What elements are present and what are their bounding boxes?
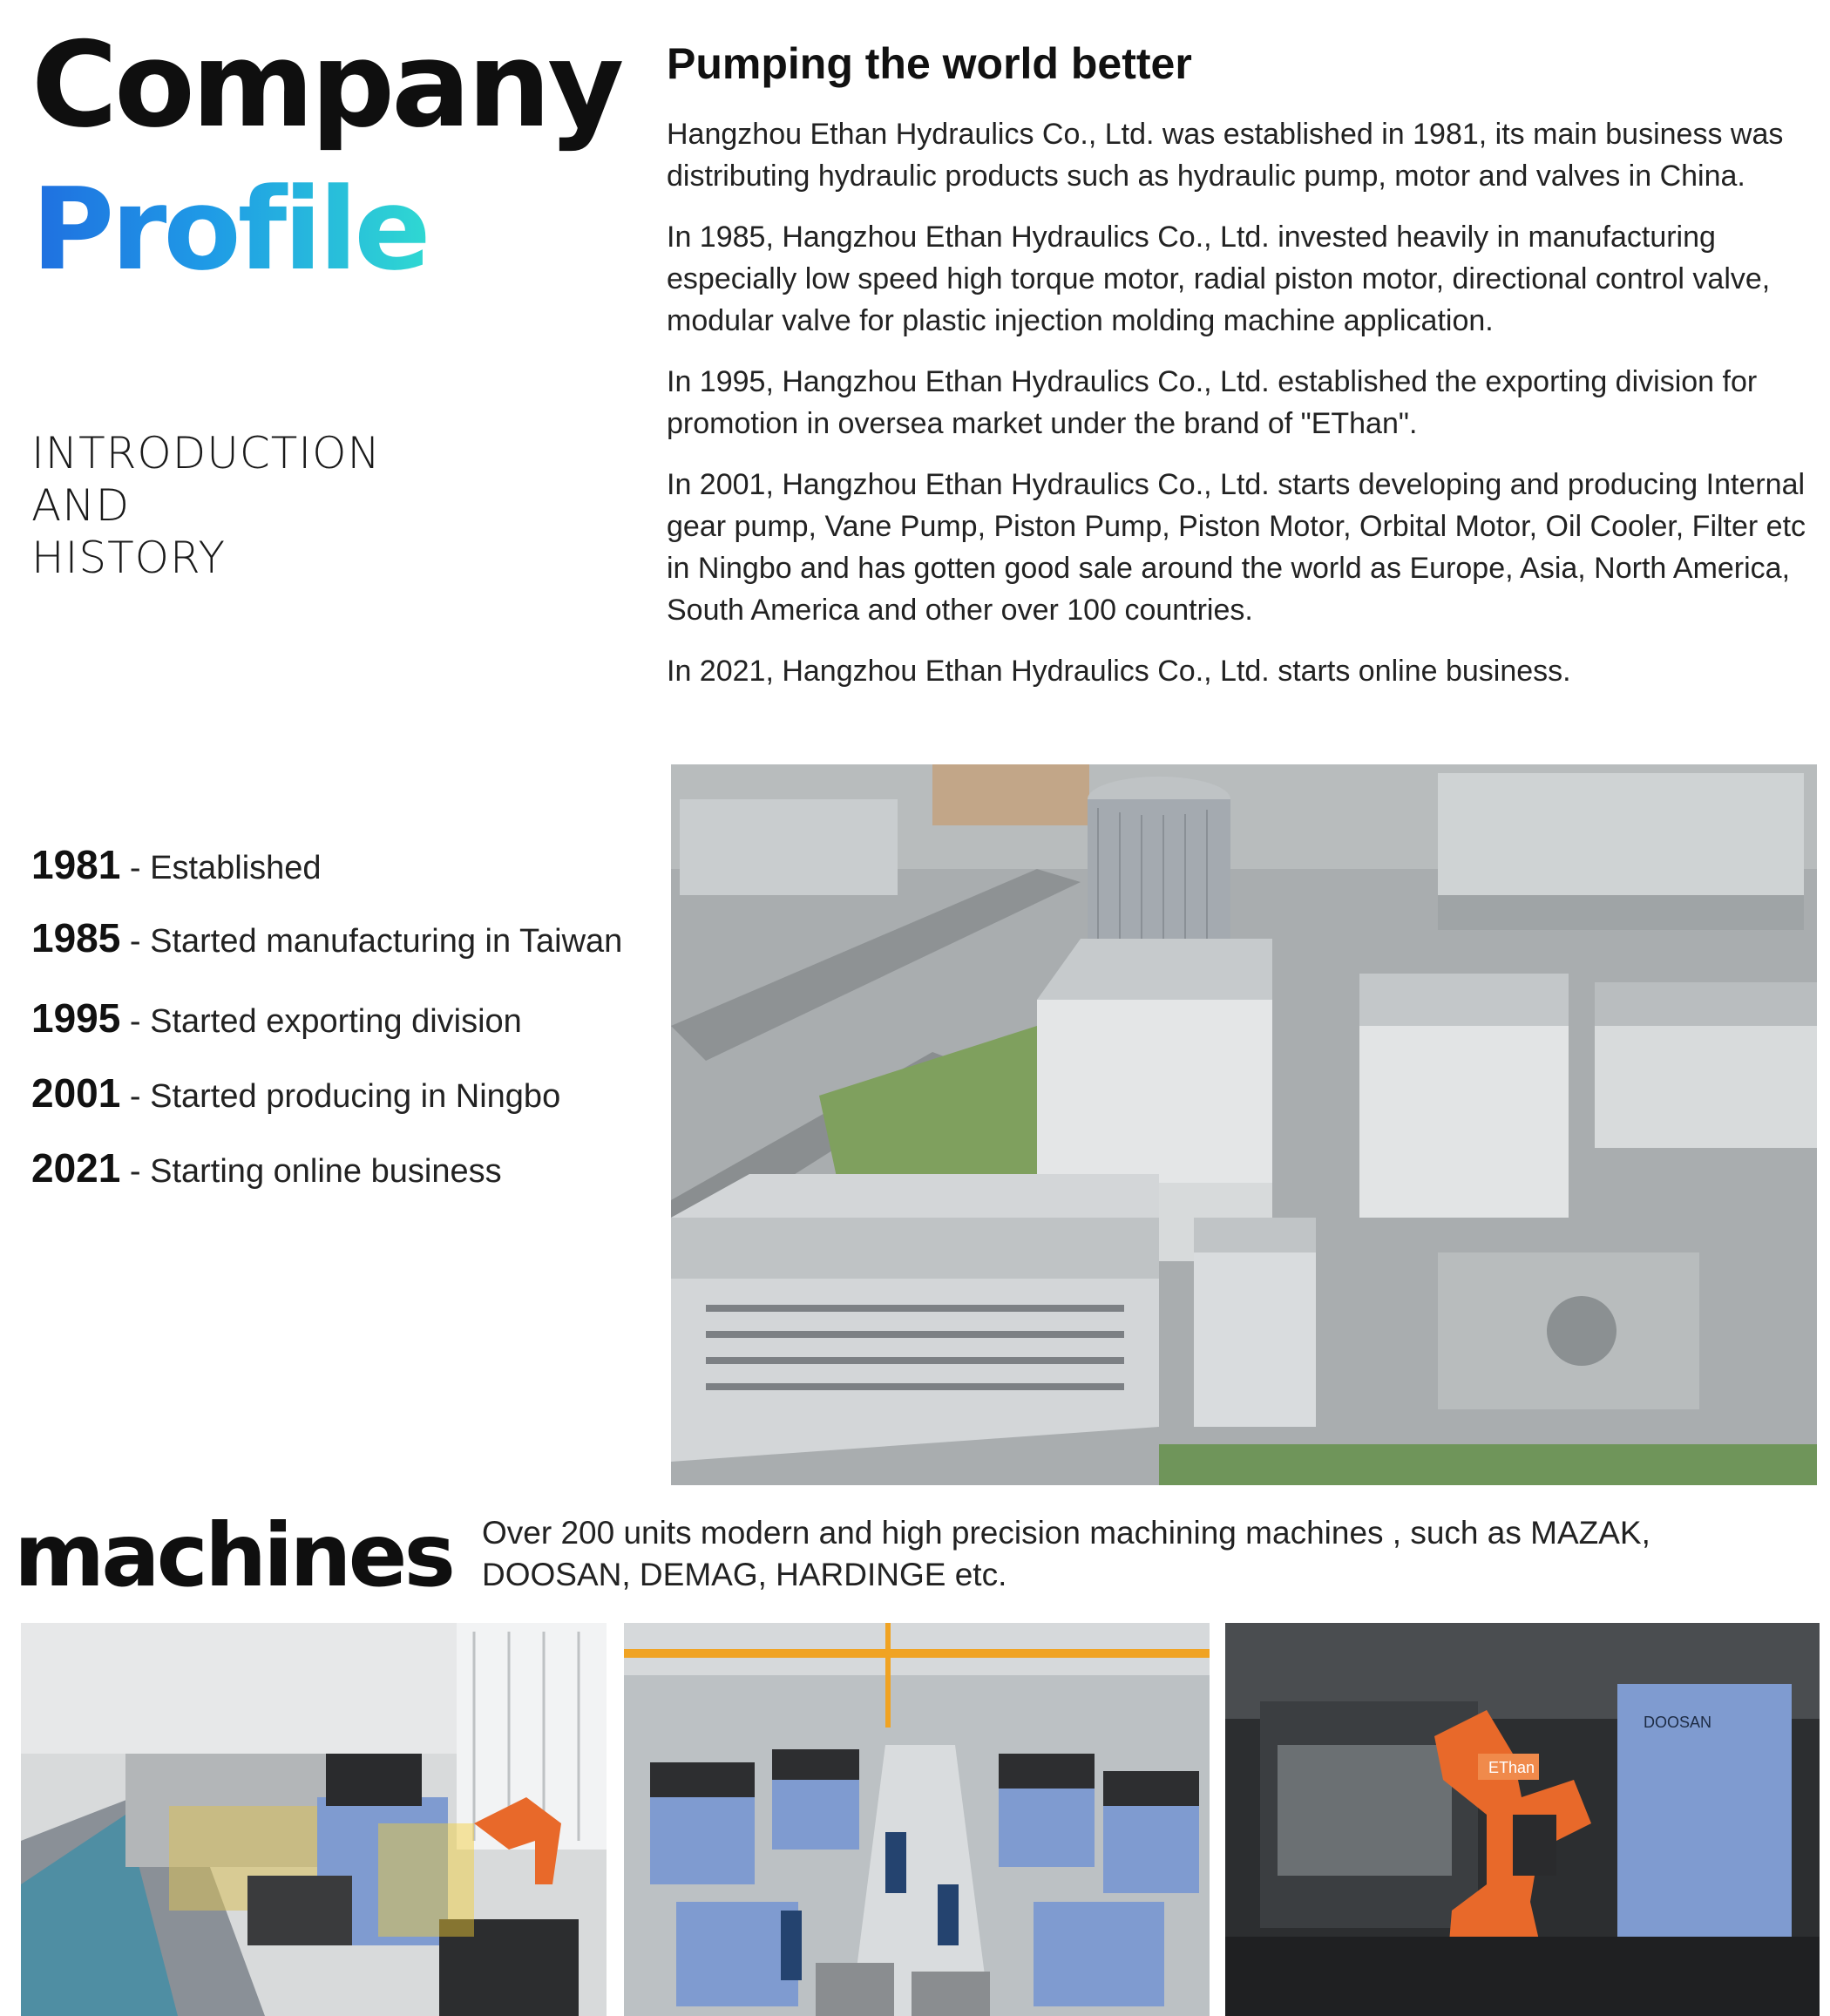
timeline-item (31, 1069, 560, 1117)
section-label (31, 427, 381, 584)
history-paragraphs (667, 113, 1817, 711)
timeline-year: 1981 (31, 842, 121, 887)
timeline-item (31, 841, 322, 888)
history-paragraph: In 2021, Hangzhou Ethan Hydraulics Co., Ltd. starts online business. (667, 655, 1571, 688)
history-paragraph: In 1995, Hangzhou Ethan Hydraulics Co., Ltd. established the exporting division for promotion in oversea market under the brand of "EThan". (667, 365, 1758, 440)
profile-title: Profile (31, 163, 428, 295)
machines-title: machines (14, 1504, 452, 1606)
tagline: Pumping the world better (667, 39, 1192, 88)
workshop-photo-1 (21, 1623, 607, 2016)
timeline-year: 2021 (31, 1145, 121, 1191)
timeline-label: - Started producing in Ningbo (120, 1078, 561, 1115)
section-label-line: AND (31, 480, 131, 531)
workshop-hall-illustration (624, 1623, 1210, 2016)
machines-description: Over 200 units modern and high precision machining machines , such as MAZAK, DOOSAN, DEMAG, HARDINGE etc. (482, 1515, 1650, 1592)
timeline-item (31, 994, 522, 1042)
timeline-label: - Started exporting division (120, 1003, 522, 1040)
history-paragraph: In 1985, Hangzhou Ethan Hydraulics Co., Ltd. invested heavily in manufacturing especially low speed high torque motor, radial piston motor, directional control valve, modular valve for plastic injection molding machine application. (667, 221, 1771, 337)
factory-aerial-illustration (671, 764, 1817, 1485)
history-paragraph: Hangzhou Ethan Hydraulics Co., Ltd. was established in 1981, its main business was distributing hydraulic products such as hydraulic pump, motor and valves in China. (667, 118, 1784, 193)
timeline-year: 1995 (31, 995, 121, 1041)
machine-brand-label: DOOSAN (1644, 1714, 1712, 1731)
timeline-label: - Started manufacturing in Taiwan (120, 923, 623, 960)
company-title: Company (31, 17, 621, 153)
robot-brand-label: EThan (1488, 1759, 1535, 1776)
section-label-line: INTRODUCTION (31, 428, 381, 479)
timeline-label: - Established (120, 850, 322, 886)
timeline-label: - Starting online business (120, 1153, 502, 1190)
timeline-item (31, 1144, 502, 1191)
workshop-line-illustration (21, 1623, 607, 2016)
history-paragraph: In 2001, Hangzhou Ethan Hydraulics Co., Ltd. starts developing and producing Internal gear pump, Vane Pump, Piston Pump, Piston Motor, Orbital Motor, Oil Cooler, Filter etc in Ningbo and has gotten good sale around the world as Europe, Asia, North America, South America and other over 100 countries. (667, 468, 1806, 627)
factory-aerial-photo (671, 764, 1817, 1485)
workshop-photo-2 (624, 1623, 1210, 2016)
timeline-year: 2001 (31, 1070, 121, 1116)
section-label-line: HISTORY (31, 533, 227, 583)
timeline-year: 1985 (31, 915, 121, 960)
robot-cell-illustration (1225, 1623, 1820, 2016)
timeline-item (31, 914, 622, 961)
robot-cell-photo (1225, 1623, 1820, 2016)
